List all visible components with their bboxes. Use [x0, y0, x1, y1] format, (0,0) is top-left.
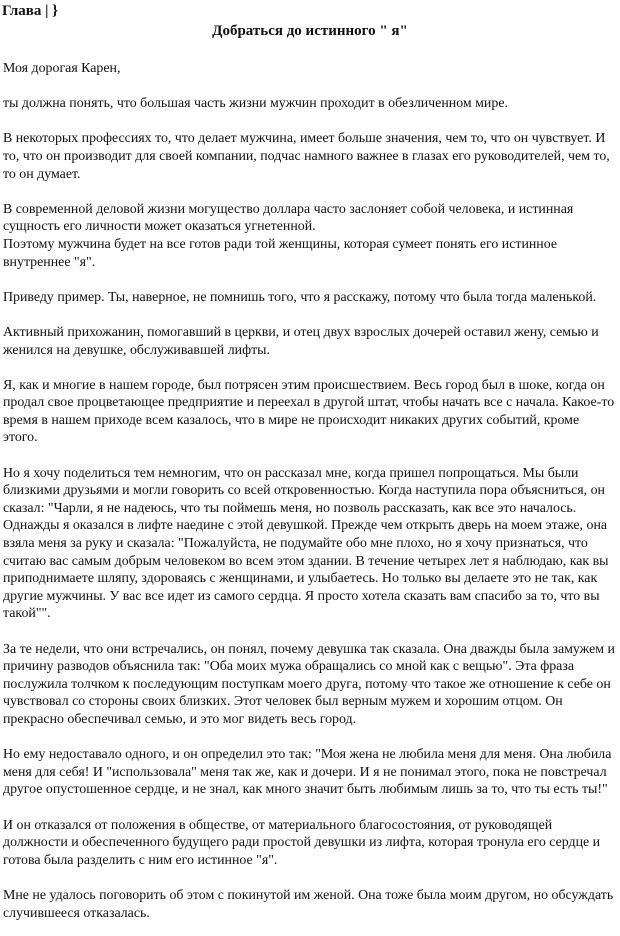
paragraph: Но я хочу поделиться тем немногим, что он рассказал мне, когда пришел попрощаться. Мы были близкими друзьями и могли говорить со всей откровенностью. Когда наступила пора объясниться, он сказал: "Чарли, я не надеюсь, что ты поймешь меня, но позволь рассказать, как все это началось. Однажды я оказался в лифте наедине с этой девушкой. Прежде чем открыть дверь на моем этаже, она взяла меня за руку и сказала: "Пожалуйста, не подумайте обо мне плохо, но я хочу признаться, что считаю вас самым добрым человеком во всем этом здании. В течение четырех лет я наблюдаю, как вы приподнимаете шляпу, здороваясь с женщинами, и улыбаетесь. Но только вы делаете это не так, как другие мужчины. У вас все идет из самого сердца. Я просто хотела сказать вам спасибо за то, что вы такой"". [3, 465, 609, 622]
chapter-heading: Глава | } [2, 3, 59, 19]
paragraph: Активный прихожанин, помогавший в церкви, и отец двух взрослых дочерей оставил жену, семью и женился на девушке, обслуживавшей лифты. [3, 324, 599, 358]
paragraph: В современной деловой жизни могущество доллара часто заслоняет собой человека, и истинная сущность его личности может оказаться угнетенной. Поэтому мужчина будет на все готов ради той женщины, которая сумеет понять его истинное внутреннее "я". [3, 201, 574, 270]
document-body [3, 60, 615, 922]
paragraph: Я, как и многие в нашем городе, был потрясен этим происшествием. Весь город был в шоке, когда он продал свое процветающее предприятие и переехал в другой штат, чтобы начать все с начала. Какое-то время в нашем приходе всем казалось, что в мире не происходит никаких других событий, кроме этого. [3, 377, 615, 446]
paragraph: В некоторых профессиях то, что делает мужчина, имеет больше значения, чем то, что он чувствует. И то, что он производит для своей компании, подчас намного важнее в глазах его руководителей, чем то, то он думает. [3, 131, 610, 182]
paragraph: И он отказался от положения в обществе, от материального благосостояния, от руководящей должности и обеспеченного будущего ради простой девушки из лифта, которая тронула его сердце и готова была разделить с ним его истинное "я". [3, 817, 601, 868]
paragraph: Но ему недоставало одного, и он определил это так: "Моя жена не любила меня для меня. Она любила меня для себя! И "использовала" меня так же, как и дочери. И я не понимал этого, пока не повстречал другое опустошенное сердце, и не знал, как много значит быть любимым лишь за то, что ты есть ты!" [3, 747, 612, 798]
paragraph: За те недели, что они встречались, он понял, почему девушка так сказала. Она дважды была замужем и причину разводов объяснила так: "Оба моих мужа обращались со мной как с вещью". Эта фраза послужила толчком к последующим поступкам моего друга, потому что такое же отношение к себе он чувствовал со стороны своих близких. Этот человек был верным мужем и хорошим отцом. Он прекрасно обеспечивал семью, и это мог видеть весь город. [3, 641, 615, 727]
paragraph-salutation: Моя дорогая Карен, [3, 61, 121, 76]
page-title: Добраться до истинного " я" [212, 23, 408, 39]
paragraph: Приведу пример. Ты, наверное, не помнишь того, что я расскажу, потому что была тогда маленькой. [3, 289, 597, 305]
paragraph: ты должна понять, что большая часть жизни мужчин проходит в обезличенном мире. [3, 96, 508, 112]
paragraph: Мне не удалось поговорить об этом с покинутой им женой. Она тоже была моим другом, но обсуждать случившееся отказалась. [3, 887, 614, 921]
